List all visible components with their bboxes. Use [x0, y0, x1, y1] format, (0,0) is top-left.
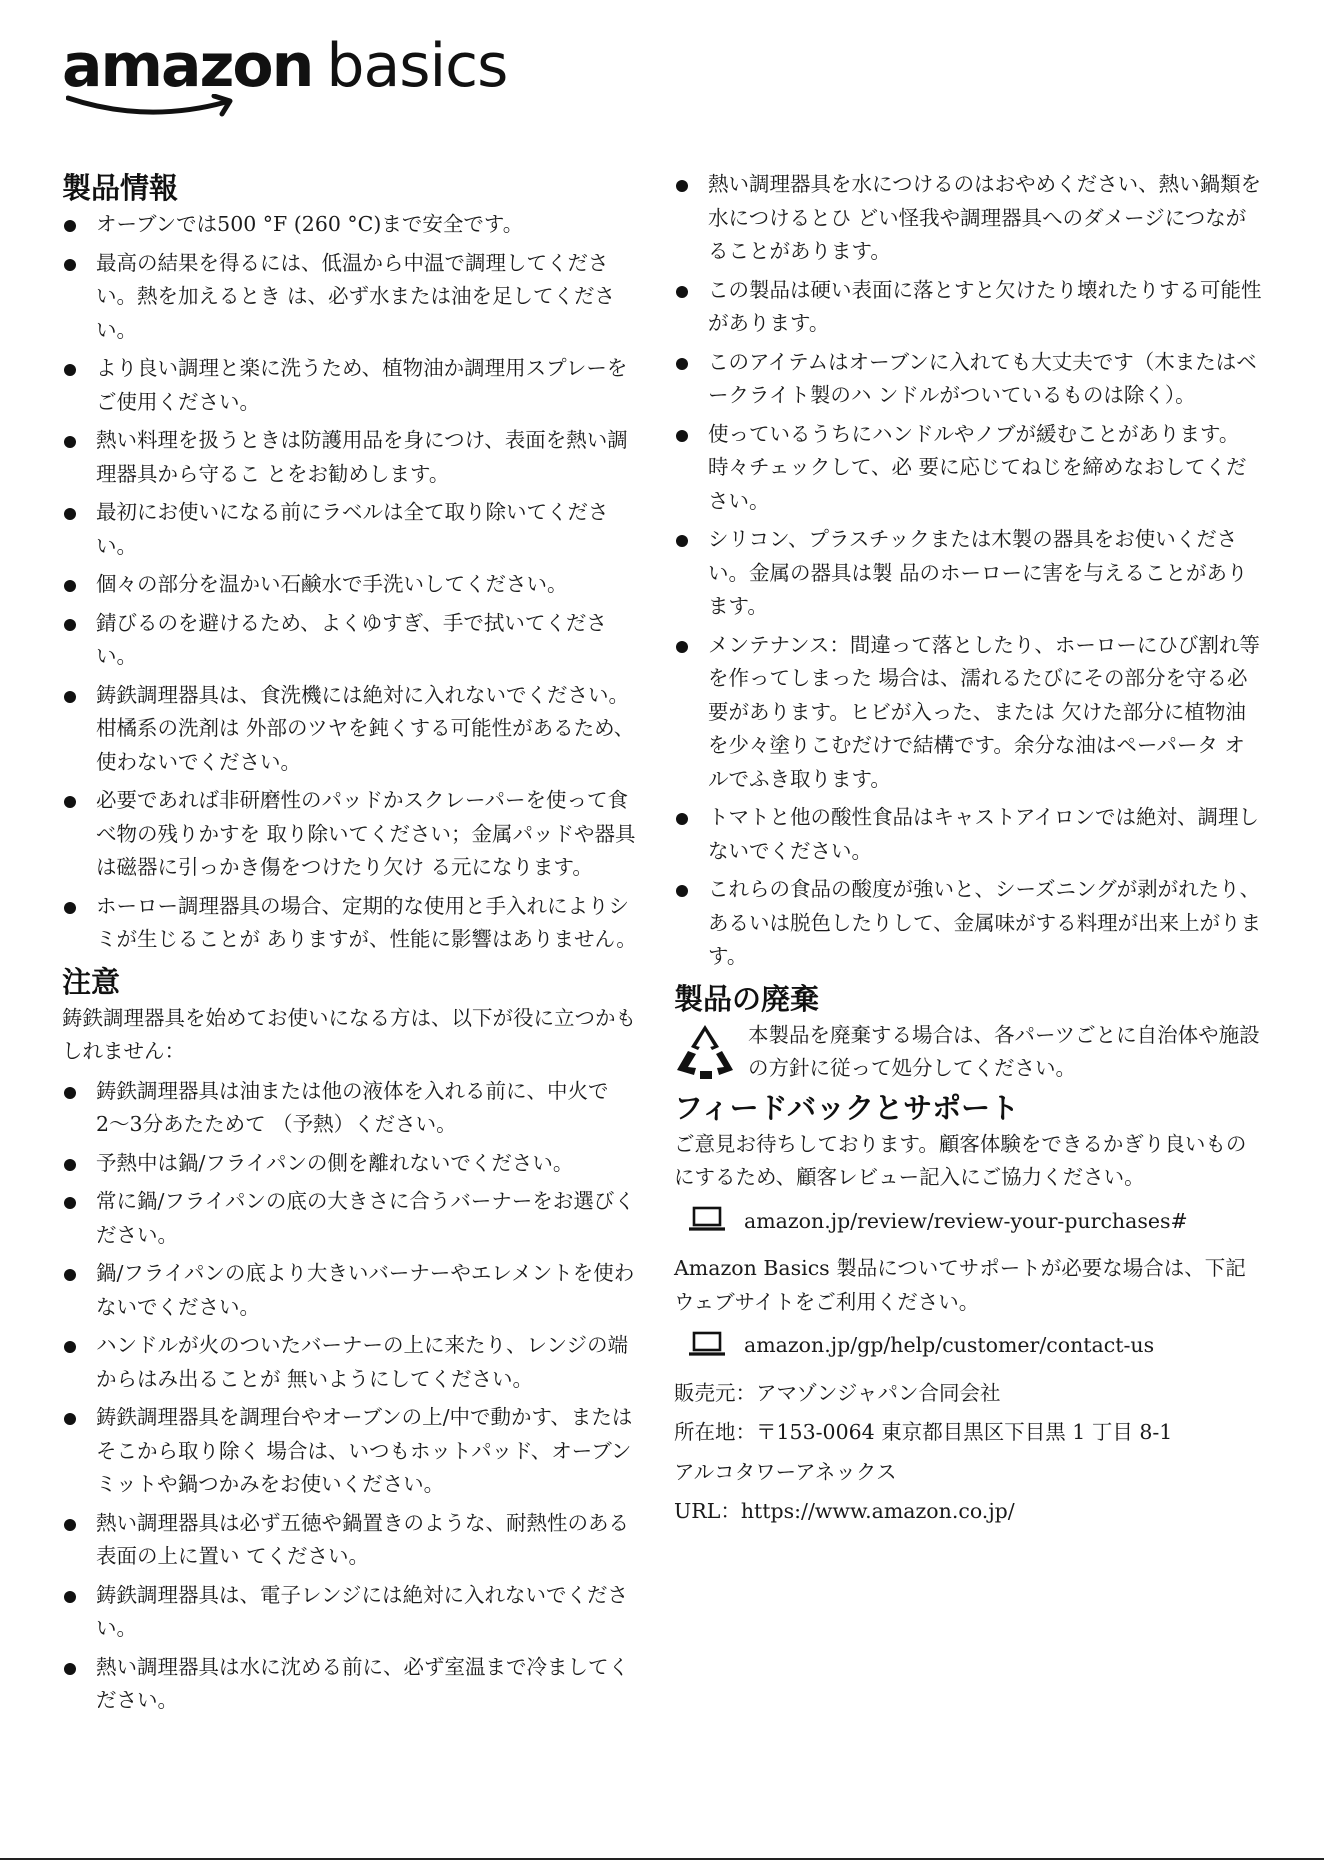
company-url[interactable]: URL：https://www.amazon.co.jp/ [674, 1499, 1015, 1523]
section-title-product-info: 製品情報 [62, 171, 179, 205]
disposal-text: 本製品を廃棄する場合は、各パーツごとに自治体や施設の方針に従って処分してください。 [748, 1022, 1260, 1080]
list-item: 熱い調理器具は水に沈める前に、必ず室温まで冷ましてください。 [62, 1651, 642, 1718]
list-item: 使っているうちにハンドルやノブが緩むことがあります。時々チェックして、必 要に応じてねじを締めなおしてください。 [674, 418, 1264, 519]
feedback-intro: ご意見お待ちしております。顧客体験をできるかぎり良いものにするため、顧客レビュー記入にご協力ください。 [674, 1131, 1247, 1189]
section-title-disposal: 製品の廃棄 [674, 981, 820, 1016]
laptop-icon [674, 1206, 744, 1236]
seller-text: 販売元：アマゾンジャパン合同会社 [674, 1380, 1001, 1405]
support-url-link[interactable]: amazon.jp/gp/help/customer/contact-us [744, 1333, 1155, 1357]
product-info-list [62, 208, 642, 957]
support-link-row [674, 1329, 1264, 1363]
section-title-caution: 注意 [62, 964, 121, 999]
list-item: 熱い調理器具は必ず五徳や鍋置きのような、耐熱性のある表面の上に置い てください。 [62, 1507, 642, 1574]
smile-arrow-icon [66, 94, 246, 118]
list-item: メンテナンス：間違って落としたり、ホーローにひび割れ等を作ってしまった 場合は、濡れるたびにその部分を守る必要があります。ヒビが入った、または 欠けた部分に植物油を少々塗りこむだけで結構です。余分な油はペーパータ オルでふき取ります。 [674, 629, 1264, 797]
list-item: 常に鍋/フライパンの底の大きさに合うバーナーをお選びください。 [62, 1185, 642, 1252]
list-item: 最高の結果を得るには、低温から中温で調理してください。熱を加えるとき は、必ず水または油を足してください。 [62, 247, 642, 348]
company-info [674, 1377, 1264, 1529]
list-item: 予熱中は鍋/フライパンの側を離れないでください。 [62, 1147, 642, 1181]
list-item: 鋳鉄調理器具を調理台やオーブンの上/中で動かす、またはそこから取り除く 場合は、いつもホットパッド、オーブンミットや鍋つかみをお使いください。 [62, 1401, 642, 1502]
list-item: 熱い料理を扱うときは防護用品を身につけ、表面を熱い調理器具から守るこ とをお勧めします。 [62, 424, 642, 491]
list-item: 熱い調理器具を水につけるのはおやめください、熱い鍋類を水につけるとひ どい怪我や調理器具へのダメージにつながることがあります。 [674, 168, 1264, 269]
caution-intro: 鋳鉄調理器具を始めてお使いになる方は、以下が役に立つかもしれません： [62, 1005, 636, 1063]
recycle-icon [674, 1019, 748, 1085]
list-item: シリコン、プラスチックまたは木製の器具をお使いください。金属の器具は製 品のホーローに害を与えることがあります。 [674, 523, 1264, 624]
review-url-link[interactable]: amazon.jp/review/review-your-purchases# [744, 1208, 1188, 1233]
laptop-icon [674, 1331, 744, 1361]
list-item: 最初にお使いになる前にラベルは全て取り除いてください。 [62, 496, 642, 563]
right-column [674, 168, 1264, 1535]
list-item: ハンドルが火のついたバーナーの上に来たり、レンジの端からはみ出ることが 無いようにしてください。 [62, 1329, 642, 1396]
support-text: Amazon Basics 製品についてサポートが必要な場合は、下記ウェブサイトをご利用ください。 [674, 1256, 1246, 1314]
list-item: この製品は硬い表面に落とすと欠けたり壊れたりする可能性があります。 [674, 274, 1264, 341]
list-item: トマトと他の酸性食品はキャストアイロンでは絶対、調理しないでください。 [674, 801, 1264, 868]
brand-word-amazon: amazon [62, 31, 313, 101]
left-column [62, 168, 642, 1723]
list-item: 鋳鉄調理器具は、電子レンジには絶対に入れないでください。 [62, 1579, 642, 1646]
building-text: アルコタワーアネックス [674, 1459, 897, 1484]
list-item: より良い調理と楽に洗うため、植物油か調理用スプレーをご使用ください。 [62, 352, 642, 419]
list-item: これらの食品の酸度が強いと、シーズニングが剥がれたり、あるいは脱色したりして、金属味がする料理が出来上がります。 [674, 873, 1264, 974]
review-link-row [674, 1205, 1264, 1239]
list-item: 個々の部分を温かい石鹸水で手洗いしてください。 [62, 568, 642, 602]
list-item: オーブンでは500 °F (260 °C)まで安全です。 [62, 208, 642, 242]
brand-logo [62, 31, 508, 101]
brand-word-basics: basics [326, 31, 508, 101]
caution-list-continued [674, 168, 1264, 974]
list-item: 鋳鉄調理器具は、食洗機には絶対に入れないでください。柑橘系の洗剤は 外部のツヤを鈍くする可能性があるため、使わないでください。 [62, 679, 642, 780]
address-text: 所在地：〒153-0064 東京都目黒区下目黒 1 丁目 8-1 [674, 1420, 1173, 1444]
list-item: 鍋/フライパンの底より大きいバーナーやエレメントを使わないでください。 [62, 1257, 642, 1324]
list-item: ホーロー調理器具の場合、定期的な使用と手入れによりシミが生じることが ありますが、性能に影響はありません。 [62, 890, 642, 957]
list-item: 鋳鉄調理器具は油または他の液体を入れる前に、中火で2〜3分あたためて （予熱）ください。 [62, 1075, 642, 1142]
caution-list [62, 1075, 642, 1718]
section-title-feedback: フィードバックとサポート [674, 1090, 1020, 1125]
list-item: このアイテムはオーブンに入れても大丈夫です（木またはベークライト製のハ ンドルがついているものは除く）。 [674, 346, 1264, 413]
list-item: 必要であれば非研磨性のパッドかスクレーパーを使って食べ物の残りかすを 取り除いてください；金属パッドや器具は磁器に引っかき傷をつけたり欠け る元になります。 [62, 784, 642, 885]
list-item: 錆びるのを避けるため、よくゆすぎ、手で拭いてください。 [62, 607, 642, 674]
page-bottom-rule [0, 1858, 1324, 1860]
disposal-block [674, 1019, 1264, 1086]
